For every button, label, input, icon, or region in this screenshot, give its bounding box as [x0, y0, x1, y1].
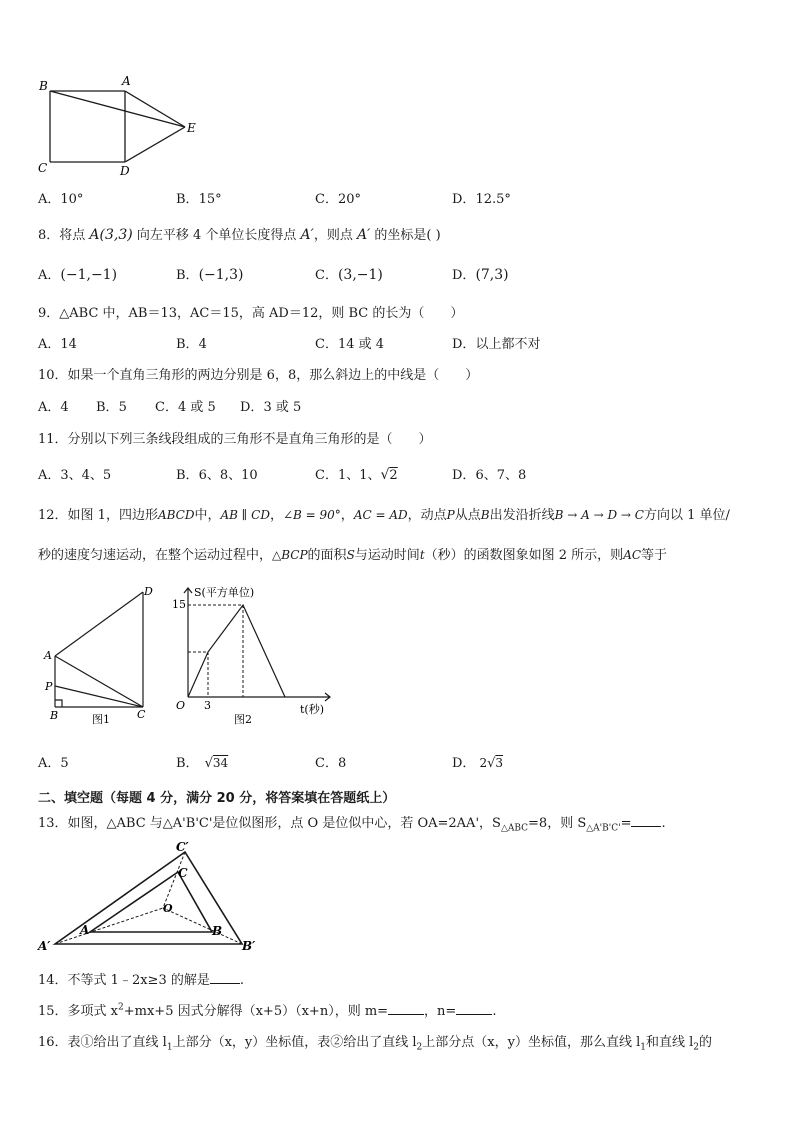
q7-option-b: B．15°	[176, 192, 222, 207]
fig1-label-P: P	[45, 680, 53, 693]
q13-label-Cprime: C′	[176, 840, 189, 854]
q13-label-Aprime: A′	[38, 939, 51, 953]
q15-n-blank[interactable]	[456, 1002, 492, 1015]
q10-option-d: D．3 或 5	[240, 400, 302, 415]
fig1-label-A: A	[44, 649, 52, 662]
q13-label-C: C	[178, 866, 188, 880]
q8-stem: 8．将点 A(3,3) 向左平移 4 个单位长度得点 A′，则点 A′ 的坐标是( )	[38, 227, 441, 243]
q7-option-d: D．12.5°	[452, 192, 511, 207]
q10-option-a: A．4	[38, 400, 69, 415]
q12-option-c: C．8	[315, 756, 347, 771]
fig1-label-B: B	[50, 709, 59, 722]
fig1-label-D: D	[144, 585, 153, 598]
q14-answer-blank[interactable]	[210, 971, 240, 984]
q9-option-c: C．14 或 4	[315, 337, 385, 352]
q7-option-a: A．10°	[38, 192, 84, 207]
q11-option-d: D．6、7、8	[452, 468, 527, 483]
figure-square-triangle	[30, 74, 210, 180]
q13-answer-blank[interactable]	[631, 814, 661, 827]
label-D: D	[120, 164, 130, 178]
fig1-label-C: C	[137, 708, 146, 721]
q14-stem: 14．不等式 1﹣2x≥3 的解是 .	[38, 973, 244, 988]
q8-option-b: B．(−1,3)	[176, 267, 244, 283]
q13-label-O: O	[163, 902, 173, 915]
figure-q13-homothety	[30, 836, 270, 958]
q11-option-b: B．6、8、10	[176, 468, 258, 483]
q9-option-d: D．以上都不对	[452, 337, 541, 352]
q15-m-blank[interactable]	[388, 1002, 424, 1015]
label-E: E	[187, 121, 196, 135]
figure-q12-fig2	[170, 582, 340, 732]
fig2-x3: 3	[204, 699, 211, 712]
q8-option-a: A．(−1,−1)	[38, 267, 118, 283]
q11-stem: 11．分别以下列三条线段组成的三角形不是直角三角形的是（ ）	[38, 432, 432, 447]
q12-option-a: A．5	[38, 756, 69, 771]
figure-q12-fig1	[38, 582, 168, 732]
q15-stem: 15．多项式 $x^2+mx+5$ 因式分解得（x+5）（x+n），则 m= ，n= .	[38, 1002, 497, 1019]
q13-label-B: B	[212, 924, 223, 938]
q12-option-b: B． √34	[176, 756, 229, 771]
fig2-ylabel: S(平方单位)	[194, 586, 255, 599]
q13-label-Bprime: B′	[242, 939, 256, 953]
q13-stem: 13．如图，△ABC 与△A'B'C'是位似图形，点 O 是位似中心，若 OA=2AA'，$S_{\triangle ABC}=8$，则 $S_{\triangle A'B'C'}=$ .	[38, 816, 666, 834]
fig2-y15: 15	[172, 598, 186, 611]
fig2-origin: O	[176, 699, 186, 712]
q11-option-c: C．1、1、√2	[315, 467, 398, 483]
label-B: B	[39, 79, 48, 93]
q13-label-A: A	[80, 923, 90, 937]
q10-stem: 10．如果一个直角三角形的两边分别是 6，8，那么斜边上的中线是（ ）	[38, 368, 479, 383]
q10-option-c: C．4 或 5	[155, 400, 216, 415]
q11-option-a: A．3、4、5	[38, 468, 112, 483]
q7-option-c: C．20°	[315, 192, 361, 207]
fig2-caption: 图2	[234, 713, 252, 726]
fig1-caption: 图1	[92, 713, 110, 726]
q8-option-d: D．(7,3)	[452, 267, 509, 283]
section-fill-in-title: 二、填空题（每题 4 分，满分 20 分，将答案填在答题纸上）	[38, 791, 396, 806]
q9-option-a: A．14	[38, 337, 77, 352]
q9-stem: 9．△ABC 中，AB＝13，AC＝15，高 AD＝12，则 BC 的长为（ ）	[38, 306, 464, 321]
fig2-xlabel: t(秒)	[300, 703, 325, 716]
q12-option-d: D． 2√3	[452, 756, 504, 771]
q8-option-c: C．(3,−1)	[315, 267, 383, 283]
label-A: A	[122, 74, 131, 88]
label-C: C	[38, 161, 48, 175]
q10-option-b: B．5	[96, 400, 127, 415]
q9-option-b: B．4	[176, 337, 207, 352]
q12-line2: 秒的速度匀速运动，在整个运动过程中，△BCP的面积S与运动时间t（秒）的函数图象如图 2 所示，则AC等于	[38, 548, 668, 563]
q16-stem: 16．表①给出了直线 $l_1$上部分（x，y）坐标值，表②给出了直线 $l_2$上部分点（x，y）坐标值，那么直线 $l_1$和直线 $l_2$的	[38, 1035, 713, 1053]
q12-line1: 12．如图 1，四边形ABCD中，AB ∥ CD，∠B = 90°，AC = AD，动点P从点B出发沿折线B → A → D → C方向以 1 单位/	[38, 508, 730, 523]
